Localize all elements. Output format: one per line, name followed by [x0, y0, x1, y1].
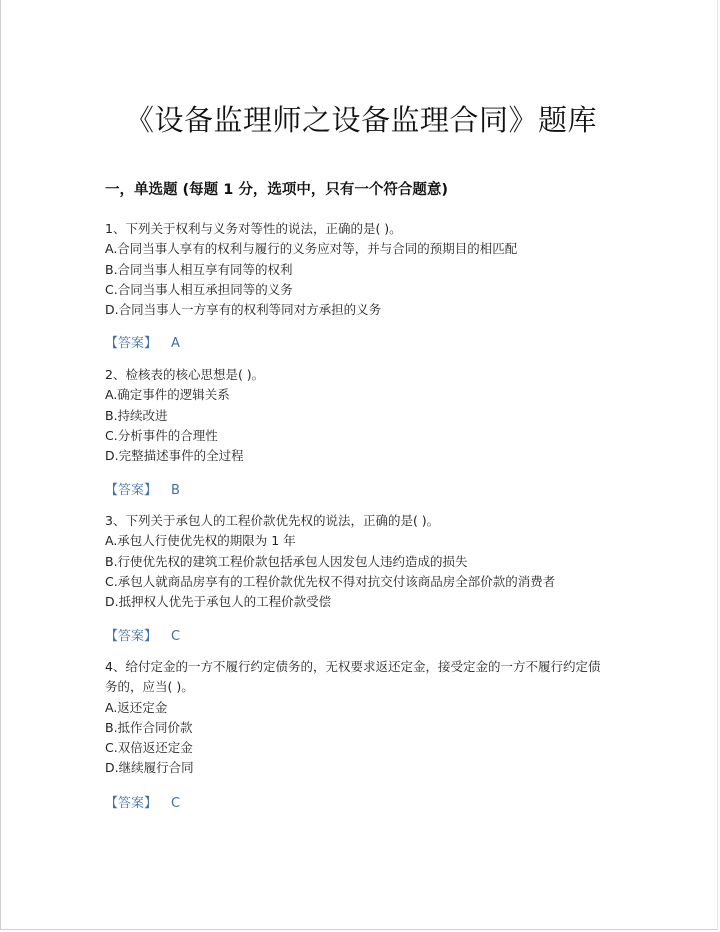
option-a: A.返还定金 [105, 699, 168, 715]
option-d: D.合同当事人一方享有的权利等同对方承担的义务 [105, 302, 382, 318]
question-2 [105, 365, 625, 466]
question-stem: 1、下列关于权利与义务对等性的说法，正确的是( )。 [105, 221, 402, 236]
option-a: A.确定事件的逻辑关系 [105, 387, 230, 403]
option-b: B.合同当事人相互享有同等的权利 [105, 261, 293, 277]
answer-label: 【答案】 [105, 796, 158, 811]
option-d: D.完整描述事件的全过程 [105, 448, 244, 464]
question-stem: 4、给付定金的一方不履行约定债务的，无权要求返还定金，接受定金的一方不履行约定债务的，应当( )。 [105, 659, 601, 695]
answer-label: 【答案】 [105, 629, 158, 644]
answer-label: 【答案】 [105, 336, 158, 351]
answer-value: A [171, 336, 180, 351]
answer-value: B [171, 483, 180, 498]
question-stem: 3、下列关于承包人的工程价款优先权的说法，正确的是( )。 [105, 513, 440, 528]
option-d: D.抵押权人优先于承包人的工程价款受偿 [105, 594, 332, 610]
option-d: D.继续履行合同 [105, 760, 194, 776]
question-1 [105, 219, 625, 320]
option-a: A.合同当事人享有的权利与履行的义务应对等，并与合同的预期目的相匹配 [105, 241, 518, 257]
answer-2 [105, 479, 180, 498]
answer-value: C [171, 629, 181, 644]
option-c: C.承包人就商品房享有的工程价款优先权不得对抗交付该商品房全部价款的消费者 [105, 573, 556, 589]
option-c: C.合同当事人相互承担同等的义务 [105, 281, 293, 297]
option-b: B.持续改进 [105, 407, 168, 423]
answer-3 [105, 625, 180, 644]
option-b: B.行使优先权的建筑工程价款包括承包人因发包人违约造成的损失 [105, 553, 468, 569]
answer-1 [105, 332, 180, 351]
answer-label: 【答案】 [105, 483, 158, 498]
answer-value: C [171, 796, 181, 811]
question-stem: 2、检核表的核心思想是( )。 [105, 367, 265, 382]
option-c: C.分析事件的合理性 [105, 427, 218, 443]
option-b: B.抵作合同价款 [105, 719, 193, 735]
answer-4 [105, 792, 180, 811]
question-3 [105, 511, 625, 612]
option-c: C.双倍返还定金 [105, 740, 193, 756]
document-title: 《设备监理师之设备监理合同》题库 [124, 103, 597, 137]
option-a: A.承包人行使优先权的期限为 1 年 [105, 533, 296, 549]
section-heading: 一，单选题 (每题 1 分，选项中，只有一个符合题意) [105, 182, 448, 198]
question-4 [105, 657, 610, 779]
